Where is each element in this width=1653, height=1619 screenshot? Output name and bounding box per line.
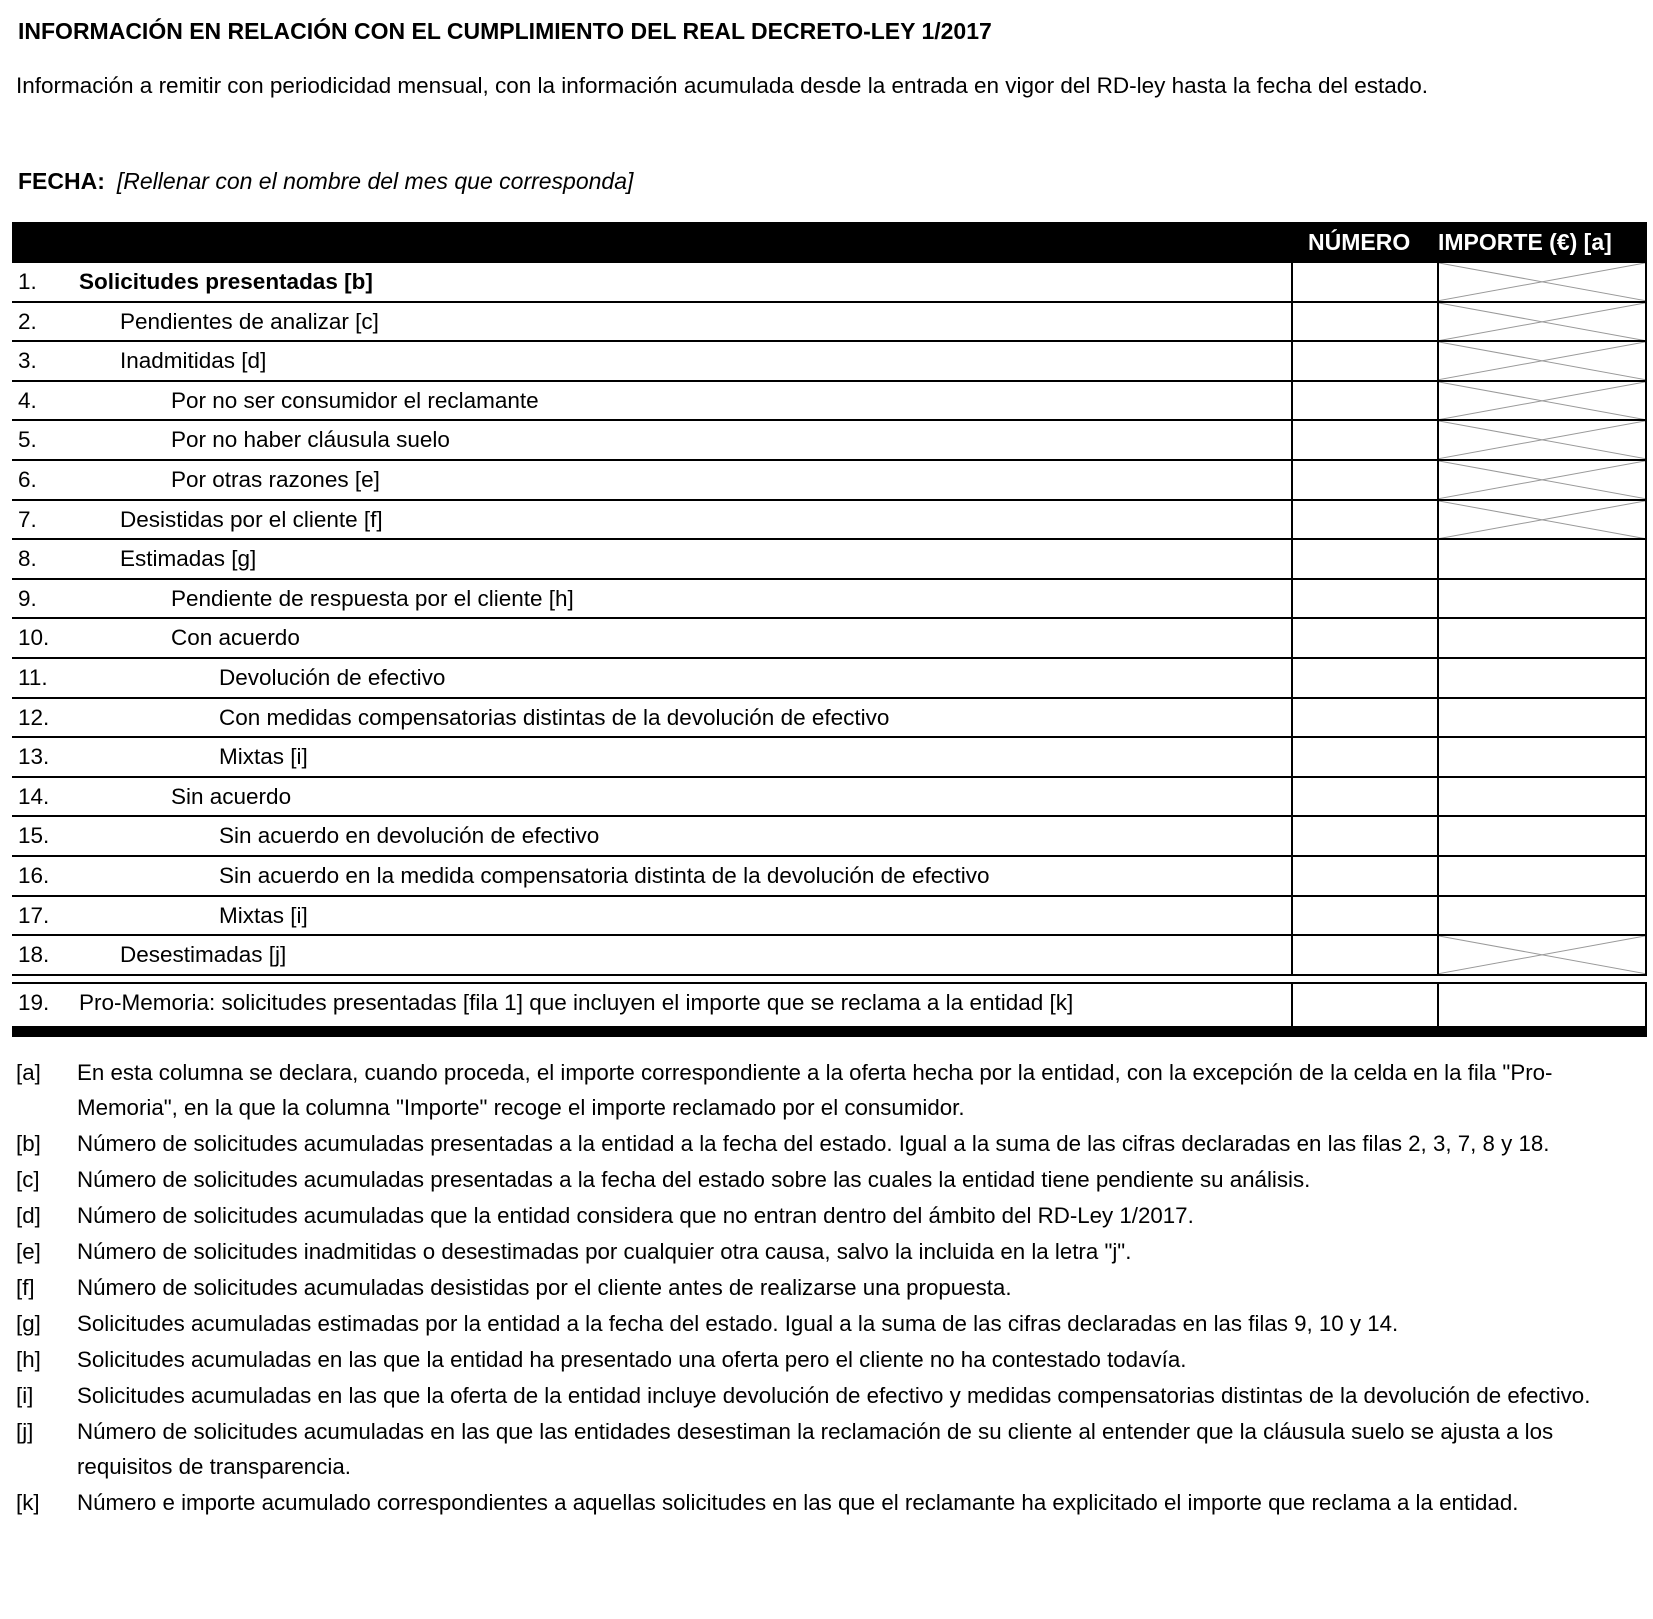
table-row	[12, 699, 1647, 739]
numero-cell[interactable]	[1291, 461, 1437, 499]
footnote-text: Número de solicitudes acumuladas desistidas por el cliente antes de realizarse una propuesta.	[77, 1275, 1012, 1300]
importe-cell[interactable]	[1437, 817, 1647, 855]
table-separator	[12, 976, 1647, 984]
row-number: 8.	[18, 546, 37, 572]
row-label: Desistidas por el cliente [f]	[120, 506, 383, 532]
importe-cell[interactable]	[1437, 580, 1647, 618]
row-number: 3.	[18, 348, 37, 374]
table-row	[12, 461, 1647, 501]
importe-cell-crossed	[1437, 263, 1647, 301]
footnote-text: Número de solicitudes inadmitidas o desestimadas por cualquier otra causa, salvo la incluida en la letra "j".	[77, 1239, 1132, 1264]
row-label: Desestimadas [j]	[120, 942, 287, 968]
row-label: Mixtas [i]	[219, 744, 308, 770]
row-label: Sin acuerdo en la medida compensatoria distinta de la devolución de efectivo	[219, 862, 990, 888]
footnote	[16, 1055, 1636, 1125]
table-row	[12, 897, 1647, 937]
table-row	[12, 619, 1647, 659]
importe-cell[interactable]	[1437, 738, 1647, 776]
row-number: 19.	[18, 989, 50, 1015]
numero-cell[interactable]	[1291, 342, 1437, 380]
cross-out-mark	[1439, 421, 1645, 459]
numero-cell[interactable]	[1291, 936, 1437, 974]
importe-cell-crossed	[1437, 382, 1647, 420]
importe-cell[interactable]	[1437, 540, 1647, 578]
row-label: Sin acuerdo en devolución de efectivo	[219, 823, 600, 849]
row-label: Pendiente de respuesta por el cliente [h]	[171, 585, 574, 611]
numero-cell[interactable]	[1291, 857, 1437, 895]
numero-cell[interactable]	[1291, 984, 1437, 1026]
importe-cell-crossed	[1437, 421, 1647, 459]
table-row	[12, 580, 1647, 620]
numero-cell[interactable]	[1291, 501, 1437, 539]
row-number: 12.	[18, 704, 50, 730]
importe-cell-crossed	[1437, 461, 1647, 499]
cross-out-mark	[1439, 303, 1645, 341]
row-label: Pro-Memoria: solicitudes presentadas [fila 1] que incluyen el importe que se reclama a la entidad [k]	[79, 989, 1074, 1015]
row-label: Devolución de efectivo	[219, 664, 446, 690]
row-number: 14.	[18, 783, 50, 809]
numero-cell[interactable]	[1291, 382, 1437, 420]
row-number: 5.	[18, 427, 37, 453]
footnote-text: Número de solicitudes acumuladas presentadas a la entidad a la fecha del estado. Igual a la suma de las cifras declaradas en las filas 2, 3, 7, 8 y 18.	[77, 1131, 1550, 1156]
row-number: 1.	[18, 269, 37, 294]
table-row	[12, 936, 1647, 976]
footnote	[16, 1126, 1636, 1161]
numero-cell[interactable]	[1291, 897, 1437, 935]
numero-cell[interactable]	[1291, 421, 1437, 459]
importe-cell[interactable]	[1437, 699, 1647, 737]
row-number: 2.	[18, 308, 37, 334]
footnotes	[16, 1055, 1636, 1521]
footnote-text: Número de solicitudes acumuladas en las que las entidades desestiman la reclamación de su cliente al entender que la cláusula suelo se ajusta a los requisitos de transparencia.	[77, 1419, 1554, 1479]
row-number: 13.	[18, 744, 50, 770]
numero-cell[interactable]	[1291, 699, 1437, 737]
row-number: 7.	[18, 506, 37, 532]
cross-out-mark	[1439, 936, 1645, 974]
importe-cell[interactable]	[1437, 897, 1647, 935]
footnote-key: [e]	[16, 1239, 41, 1264]
cross-out-mark	[1439, 263, 1645, 301]
table-body	[12, 263, 1647, 976]
cross-out-mark	[1439, 342, 1645, 380]
table-header	[12, 222, 1647, 263]
numero-cell[interactable]	[1291, 817, 1437, 855]
row-label: Con acuerdo	[171, 625, 300, 651]
header-numero: NÚMERO	[1308, 229, 1411, 255]
row-number: 11.	[18, 664, 48, 690]
footnote-key: [h]	[16, 1347, 41, 1372]
row-label: Por no haber cláusula suelo	[171, 427, 450, 453]
row-label: Solicitudes presentadas [b]	[79, 269, 373, 294]
row-label: Mixtas [i]	[219, 902, 308, 928]
importe-cell-crossed	[1437, 501, 1647, 539]
footnote	[16, 1342, 1636, 1377]
row-number: 6.	[18, 466, 37, 492]
footnote	[16, 1414, 1636, 1484]
table-row	[12, 659, 1647, 699]
table-row	[12, 421, 1647, 461]
footnote-key: [g]	[16, 1311, 41, 1336]
footnote-text: En esta columna se declara, cuando proceda, el importe correspondiente a la oferta hecha por la entidad, con la excepción de la celda en la fila "Pro-Memoria", en la que la columna "Importe" recoge el importe reclamado por el consumidor.	[77, 1060, 1553, 1120]
table-row	[12, 303, 1647, 343]
importe-cell[interactable]	[1437, 857, 1647, 895]
row-label: Sin acuerdo	[171, 783, 292, 809]
table-row	[12, 738, 1647, 778]
footnote-key: [c]	[16, 1167, 40, 1192]
numero-cell[interactable]	[1291, 778, 1437, 816]
cross-out-mark	[1439, 461, 1645, 499]
table-row	[12, 540, 1647, 580]
numero-cell[interactable]	[1291, 580, 1437, 618]
row-number: 16.	[18, 862, 50, 888]
footnote	[16, 1198, 1636, 1233]
footnote	[16, 1306, 1636, 1341]
table-row	[12, 263, 1647, 303]
cross-out-mark	[1439, 382, 1645, 420]
row-label: Por otras razones [e]	[171, 466, 380, 492]
footnote-key: [i]	[16, 1383, 34, 1408]
footnote-text: Solicitudes acumuladas en las que la entidad ha presentado una oferta pero el cliente no ha contestado todavía.	[77, 1347, 1187, 1372]
row-number: 4.	[18, 387, 37, 413]
row-label: Pendientes de analizar [c]	[120, 308, 379, 334]
fecha-value: [Rellenar con el nombre del mes que corresponda]	[116, 168, 634, 194]
footnote	[16, 1378, 1636, 1413]
importe-cell-crossed	[1437, 303, 1647, 341]
footnote-key: [k]	[16, 1490, 40, 1515]
footnote-text: Número e importe acumulado correspondientes a aquellas solicitudes en las que el reclamante ha explicitado el importe que reclama a la entidad.	[77, 1490, 1519, 1515]
numero-cell[interactable]	[1291, 263, 1437, 301]
row-number: 10.	[18, 625, 50, 651]
row-label: Estimadas [g]	[120, 546, 257, 572]
numero-cell[interactable]	[1291, 659, 1437, 697]
footnote-key: [b]	[16, 1131, 41, 1156]
row-number: 17.	[18, 902, 50, 928]
fecha-label: FECHA:	[18, 168, 105, 194]
footnote-key: [f]	[16, 1275, 35, 1300]
row-number: 18.	[18, 942, 50, 968]
table-row	[12, 857, 1647, 897]
footnote-key: [d]	[16, 1203, 41, 1228]
header-importe: IMPORTE (€) [a]	[1438, 229, 1612, 255]
footnote	[16, 1162, 1636, 1197]
report-table	[12, 222, 1647, 1037]
importe-cell-crossed	[1437, 936, 1647, 974]
footnote	[16, 1270, 1636, 1305]
footnote-key: [j]	[16, 1419, 34, 1444]
table-bottom-bar	[12, 1028, 1647, 1037]
table-row	[12, 817, 1647, 857]
footnote-text: Número de solicitudes acumuladas presentadas a la fecha del estado sobre las cuales la entidad tiene pendiente su análisis.	[77, 1167, 1311, 1192]
importe-cell[interactable]	[1437, 619, 1647, 657]
table-row	[12, 778, 1647, 818]
footnote-text: Número de solicitudes acumuladas que la entidad considera que no entran dentro del ámbito del RD-Ley 1/2017.	[77, 1203, 1194, 1228]
numero-cell[interactable]	[1291, 540, 1437, 578]
table-row	[12, 501, 1647, 541]
footnote-key: [a]	[16, 1060, 41, 1085]
table-row-memo	[12, 984, 1647, 1028]
footnote	[16, 1485, 1636, 1520]
page-subtitle: Información a remitir con periodicidad mensual, con la información acumulada desde la entrada en vigor del RD-ley hasta la fecha del estado.	[16, 73, 1429, 98]
row-label: Con medidas compensatorias distintas de la devolución de efectivo	[219, 704, 890, 730]
importe-cell[interactable]	[1437, 659, 1647, 697]
page-title: INFORMACIÓN EN RELACIÓN CON EL CUMPLIMIENTO DEL REAL DECRETO-LEY 1/2017	[18, 18, 992, 44]
importe-cell[interactable]	[1437, 778, 1647, 816]
numero-cell[interactable]	[1291, 619, 1437, 657]
importe-cell-crossed	[1437, 342, 1647, 380]
row-label: Inadmitidas [d]	[120, 348, 267, 374]
table-row	[12, 382, 1647, 422]
footnote-text: Solicitudes acumuladas en las que la oferta de la entidad incluye devolución de efectivo y medidas compensatorias distintas de la devolución de efectivo.	[77, 1383, 1591, 1408]
row-label: Por no ser consumidor el reclamante	[171, 387, 539, 413]
numero-cell[interactable]	[1291, 303, 1437, 341]
row-number: 9.	[18, 585, 37, 611]
numero-cell[interactable]	[1291, 738, 1437, 776]
table-row	[12, 342, 1647, 382]
row-number: 15.	[18, 823, 50, 849]
footnote-text: Solicitudes acumuladas estimadas por la entidad a la fecha del estado. Igual a la suma de las cifras declaradas en las filas 9, 10 y 14.	[77, 1311, 1399, 1336]
cross-out-mark	[1439, 501, 1645, 539]
importe-cell[interactable]	[1437, 984, 1647, 1026]
footnote	[16, 1234, 1636, 1269]
fecha-line	[18, 168, 633, 195]
